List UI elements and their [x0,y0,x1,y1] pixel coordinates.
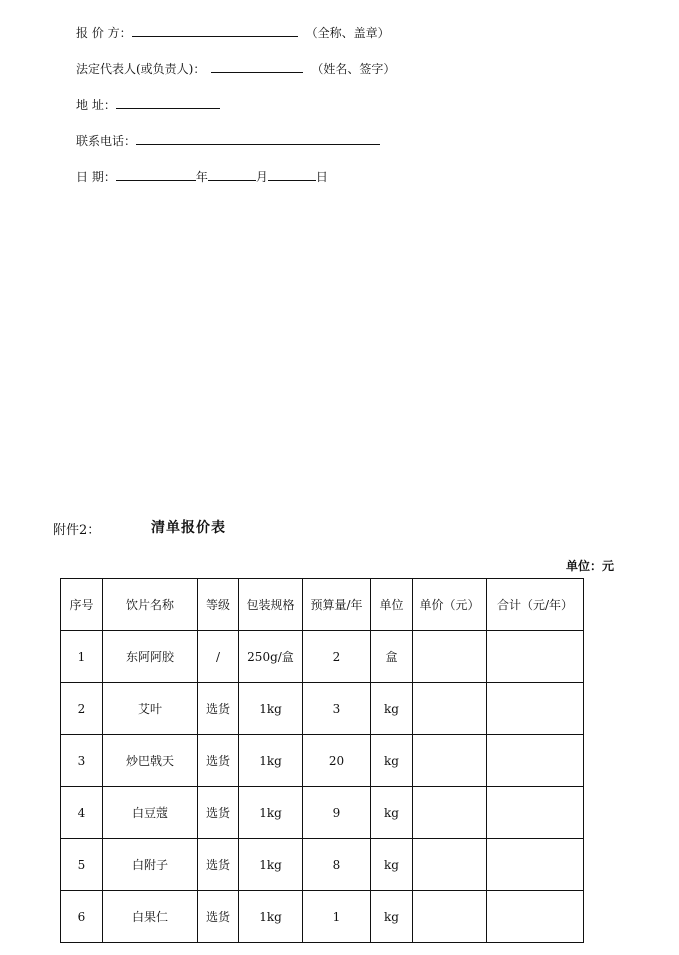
cell-grade: / [198,631,239,683]
table-row [61,787,584,839]
attachment-label: 附件2： [53,523,101,538]
header-cell: 合计（元/年） [487,579,584,631]
cell-grade: 选货 [198,839,239,891]
cell-grade: 选货 [198,683,239,735]
table-row [61,891,584,943]
year-label: 年 [195,170,208,184]
cell-index: 3 [61,735,103,787]
cell-name: 白豆蔻 [103,787,198,839]
cell-index: 2 [61,683,103,735]
header-cell: 单位 [371,579,413,631]
cell-unit-price[interactable] [413,787,487,839]
representative-label: 法定代表人(或负责人)： [76,62,206,76]
phone-line [76,133,380,149]
header-cell: 饮片名称 [103,579,198,631]
day-blank[interactable] [268,169,316,181]
cell-grade: 选货 [198,891,239,943]
bidder-note: （全称、盖章） [305,26,390,40]
cell-budget: 3 [303,683,371,735]
bidder-line [76,25,390,41]
cell-budget: 9 [303,787,371,839]
cell-unit-price[interactable] [413,735,487,787]
cell-total[interactable] [487,891,584,943]
cell-package: 1kg [239,735,303,787]
cell-unit: kg [371,683,413,735]
cell-package: 1kg [239,787,303,839]
cell-index: 6 [61,891,103,943]
address-line [76,97,220,113]
cell-total[interactable] [487,683,584,735]
cell-name: 东阿阿胶 [103,631,198,683]
cell-unit: kg [371,891,413,943]
cell-grade: 选货 [198,735,239,787]
cell-total[interactable] [487,787,584,839]
cell-unit: kg [371,839,413,891]
attachment-title: 清单报价表 [151,520,226,536]
cell-name: 白果仁 [103,891,198,943]
representative-note: （姓名、签字） [311,62,396,76]
day-label: 日 [315,170,328,184]
cell-budget: 8 [303,839,371,891]
unit-label: 单位：元 [566,559,615,573]
cell-index: 5 [61,839,103,891]
bidder-blank[interactable] [132,25,298,37]
address-label: 地 址： [76,98,116,112]
phone-blank[interactable] [136,133,380,145]
cell-package: 1kg [239,891,303,943]
month-label: 月 [255,170,268,184]
cell-package: 1kg [239,683,303,735]
cell-name: 炒巴戟天 [103,735,198,787]
cell-unit: kg [371,735,413,787]
cell-unit-price[interactable] [413,891,487,943]
cell-unit-price[interactable] [413,631,487,683]
date-line [76,169,328,185]
cell-name: 艾叶 [103,683,198,735]
cell-total[interactable] [487,839,584,891]
cell-grade: 选货 [198,787,239,839]
table-row [61,631,584,683]
representative-blank[interactable] [211,61,303,73]
cell-package: 1kg [239,839,303,891]
header-cell: 单价（元） [413,579,487,631]
header-cell: 包装规格 [239,579,303,631]
cell-package: 250g/盒 [239,631,303,683]
cell-budget: 20 [303,735,371,787]
cell-unit: kg [371,787,413,839]
cell-total[interactable] [487,735,584,787]
year-blank[interactable] [116,169,196,181]
table-header-row [61,579,584,631]
cell-unit: 盒 [371,631,413,683]
date-label: 日 期： [76,170,116,184]
address-blank[interactable] [116,97,220,109]
bidder-label: 报 价 方： [76,26,132,40]
cell-budget: 1 [303,891,371,943]
cell-index: 4 [61,787,103,839]
quote-table [60,578,584,943]
phone-label: 联系电话： [76,134,137,148]
cell-name: 白附子 [103,839,198,891]
table-row [61,683,584,735]
cell-index: 1 [61,631,103,683]
cell-unit-price[interactable] [413,683,487,735]
header-cell: 序号 [61,579,103,631]
cell-total[interactable] [487,631,584,683]
table-row [61,839,584,891]
header-cell: 预算量/年 [303,579,371,631]
table-row [61,735,584,787]
header-cell: 等级 [198,579,239,631]
cell-unit-price[interactable] [413,839,487,891]
cell-budget: 2 [303,631,371,683]
month-blank[interactable] [208,169,256,181]
representative-line [76,61,395,77]
